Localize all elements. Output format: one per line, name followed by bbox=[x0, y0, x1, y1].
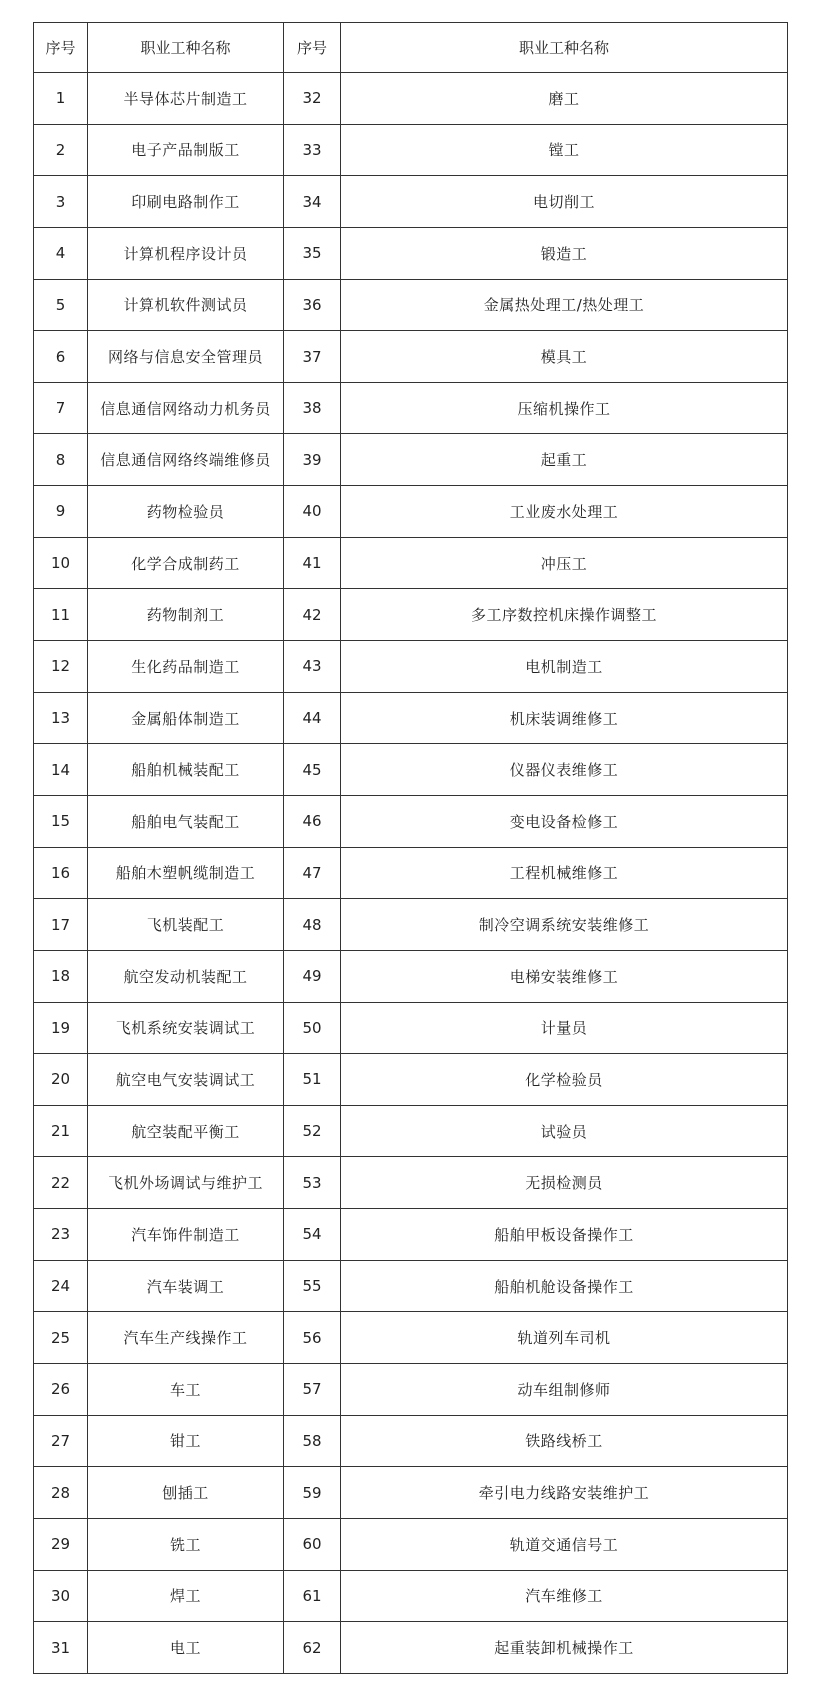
cell-occupation-right: 工程机械维修工 bbox=[341, 847, 788, 899]
cell-occupation-left: 船舶机械装配工 bbox=[88, 744, 284, 796]
table-row bbox=[34, 1364, 788, 1416]
cell-occupation-right: 变电设备检修工 bbox=[341, 795, 788, 847]
cell-occupation-right: 仪器仪表维修工 bbox=[341, 744, 788, 796]
cell-occupation-left: 计算机软件测试员 bbox=[88, 279, 284, 331]
cell-occupation-right: 汽车维修工 bbox=[341, 1570, 788, 1622]
table-row bbox=[34, 486, 788, 538]
cell-occupation-left: 药物制剂工 bbox=[88, 589, 284, 641]
header-occupation-right: 职业工种名称 bbox=[341, 23, 788, 73]
cell-occupation-right: 动车组制修师 bbox=[341, 1364, 788, 1416]
table-row bbox=[34, 1260, 788, 1312]
cell-occupation-right: 锻造工 bbox=[341, 227, 788, 279]
table-body bbox=[34, 73, 788, 1674]
cell-serial-left: 11 bbox=[34, 589, 88, 641]
cell-serial-left: 26 bbox=[34, 1364, 88, 1416]
cell-occupation-left: 半导体芯片制造工 bbox=[88, 73, 284, 125]
cell-serial-right: 34 bbox=[284, 176, 341, 228]
table-row bbox=[34, 1105, 788, 1157]
cell-occupation-left: 飞机系统安装调试工 bbox=[88, 1002, 284, 1054]
cell-occupation-left: 生化药品制造工 bbox=[88, 641, 284, 693]
cell-occupation-left: 化学合成制药工 bbox=[88, 537, 284, 589]
cell-occupation-right: 压缩机操作工 bbox=[341, 382, 788, 434]
cell-serial-right: 33 bbox=[284, 124, 341, 176]
cell-serial-right: 48 bbox=[284, 899, 341, 951]
cell-serial-left: 29 bbox=[34, 1518, 88, 1570]
cell-serial-left: 24 bbox=[34, 1260, 88, 1312]
cell-serial-right: 54 bbox=[284, 1209, 341, 1261]
cell-serial-right: 39 bbox=[284, 434, 341, 486]
cell-occupation-right: 轨道交通信号工 bbox=[341, 1518, 788, 1570]
cell-occupation-right: 多工序数控机床操作调整工 bbox=[341, 589, 788, 641]
table-row bbox=[34, 382, 788, 434]
cell-serial-right: 59 bbox=[284, 1467, 341, 1519]
cell-serial-right: 60 bbox=[284, 1518, 341, 1570]
cell-serial-left: 31 bbox=[34, 1622, 88, 1674]
cell-occupation-right: 工业废水处理工 bbox=[341, 486, 788, 538]
cell-occupation-right: 起重工 bbox=[341, 434, 788, 486]
cell-occupation-left: 航空发动机装配工 bbox=[88, 950, 284, 1002]
cell-occupation-left: 航空装配平衡工 bbox=[88, 1105, 284, 1157]
cell-serial-right: 47 bbox=[284, 847, 341, 899]
cell-occupation-left: 汽车饰件制造工 bbox=[88, 1209, 284, 1261]
cell-serial-left: 16 bbox=[34, 847, 88, 899]
cell-serial-right: 49 bbox=[284, 950, 341, 1002]
cell-occupation-right: 船舶机舱设备操作工 bbox=[341, 1260, 788, 1312]
cell-serial-left: 21 bbox=[34, 1105, 88, 1157]
cell-serial-right: 50 bbox=[284, 1002, 341, 1054]
header-serial-right: 序号 bbox=[284, 23, 341, 73]
cell-occupation-right: 无损检测员 bbox=[341, 1157, 788, 1209]
occupation-table bbox=[33, 22, 788, 1674]
cell-serial-left: 25 bbox=[34, 1312, 88, 1364]
cell-occupation-right: 轨道列车司机 bbox=[341, 1312, 788, 1364]
table-row bbox=[34, 537, 788, 589]
cell-serial-left: 27 bbox=[34, 1415, 88, 1467]
cell-serial-left: 2 bbox=[34, 124, 88, 176]
cell-occupation-left: 船舶电气装配工 bbox=[88, 795, 284, 847]
cell-occupation-left: 信息通信网络终端维修员 bbox=[88, 434, 284, 486]
cell-occupation-right: 制冷空调系统安装维修工 bbox=[341, 899, 788, 951]
cell-occupation-left: 金属船体制造工 bbox=[88, 692, 284, 744]
cell-serial-left: 9 bbox=[34, 486, 88, 538]
cell-serial-left: 17 bbox=[34, 899, 88, 951]
cell-serial-right: 32 bbox=[284, 73, 341, 125]
cell-serial-left: 20 bbox=[34, 1054, 88, 1106]
table-row bbox=[34, 692, 788, 744]
cell-occupation-right: 电切削工 bbox=[341, 176, 788, 228]
cell-serial-right: 44 bbox=[284, 692, 341, 744]
cell-serial-left: 6 bbox=[34, 331, 88, 383]
cell-occupation-right: 化学检验员 bbox=[341, 1054, 788, 1106]
cell-serial-left: 1 bbox=[34, 73, 88, 125]
cell-serial-right: 53 bbox=[284, 1157, 341, 1209]
cell-serial-left: 12 bbox=[34, 641, 88, 693]
table-row bbox=[34, 1054, 788, 1106]
cell-serial-left: 19 bbox=[34, 1002, 88, 1054]
cell-serial-left: 10 bbox=[34, 537, 88, 589]
cell-occupation-left: 汽车生产线操作工 bbox=[88, 1312, 284, 1364]
cell-occupation-right: 金属热处理工/热处理工 bbox=[341, 279, 788, 331]
cell-serial-left: 5 bbox=[34, 279, 88, 331]
header-occupation-left: 职业工种名称 bbox=[88, 23, 284, 73]
cell-serial-right: 46 bbox=[284, 795, 341, 847]
cell-occupation-right: 磨工 bbox=[341, 73, 788, 125]
cell-occupation-right: 电机制造工 bbox=[341, 641, 788, 693]
cell-occupation-left: 钳工 bbox=[88, 1415, 284, 1467]
table-row bbox=[34, 1157, 788, 1209]
table-row bbox=[34, 1002, 788, 1054]
cell-serial-right: 51 bbox=[284, 1054, 341, 1106]
table-row bbox=[34, 847, 788, 899]
table-row bbox=[34, 950, 788, 1002]
cell-serial-right: 42 bbox=[284, 589, 341, 641]
cell-occupation-right: 电梯安装维修工 bbox=[341, 950, 788, 1002]
cell-occupation-left: 飞机装配工 bbox=[88, 899, 284, 951]
cell-occupation-left: 信息通信网络动力机务员 bbox=[88, 382, 284, 434]
table-row bbox=[34, 1467, 788, 1519]
cell-serial-right: 58 bbox=[284, 1415, 341, 1467]
cell-serial-left: 8 bbox=[34, 434, 88, 486]
cell-occupation-right: 牵引电力线路安装维护工 bbox=[341, 1467, 788, 1519]
cell-serial-left: 7 bbox=[34, 382, 88, 434]
cell-occupation-right: 试验员 bbox=[341, 1105, 788, 1157]
cell-serial-right: 62 bbox=[284, 1622, 341, 1674]
cell-serial-right: 37 bbox=[284, 331, 341, 383]
cell-serial-left: 4 bbox=[34, 227, 88, 279]
header-serial-left: 序号 bbox=[34, 23, 88, 73]
table-row bbox=[34, 227, 788, 279]
cell-occupation-left: 计算机程序设计员 bbox=[88, 227, 284, 279]
table-header-row bbox=[34, 23, 788, 73]
table-row bbox=[34, 279, 788, 331]
cell-serial-left: 30 bbox=[34, 1570, 88, 1622]
cell-occupation-right: 计量员 bbox=[341, 1002, 788, 1054]
table-row bbox=[34, 124, 788, 176]
table-row bbox=[34, 589, 788, 641]
cell-occupation-left: 飞机外场调试与维护工 bbox=[88, 1157, 284, 1209]
table-row bbox=[34, 1415, 788, 1467]
table-row bbox=[34, 1209, 788, 1261]
cell-serial-right: 56 bbox=[284, 1312, 341, 1364]
cell-occupation-left: 汽车装调工 bbox=[88, 1260, 284, 1312]
cell-occupation-right: 起重装卸机械操作工 bbox=[341, 1622, 788, 1674]
cell-occupation-left: 铣工 bbox=[88, 1518, 284, 1570]
cell-serial-left: 13 bbox=[34, 692, 88, 744]
table-row bbox=[34, 331, 788, 383]
table-row bbox=[34, 744, 788, 796]
cell-occupation-right: 镗工 bbox=[341, 124, 788, 176]
cell-occupation-left: 焊工 bbox=[88, 1570, 284, 1622]
cell-serial-left: 14 bbox=[34, 744, 88, 796]
cell-occupation-left: 网络与信息安全管理员 bbox=[88, 331, 284, 383]
cell-serial-left: 3 bbox=[34, 176, 88, 228]
cell-serial-right: 61 bbox=[284, 1570, 341, 1622]
cell-occupation-right: 铁路线桥工 bbox=[341, 1415, 788, 1467]
cell-serial-right: 52 bbox=[284, 1105, 341, 1157]
table-row bbox=[34, 1570, 788, 1622]
cell-occupation-left: 电子产品制版工 bbox=[88, 124, 284, 176]
cell-occupation-right: 船舶甲板设备操作工 bbox=[341, 1209, 788, 1261]
cell-serial-right: 41 bbox=[284, 537, 341, 589]
table-row bbox=[34, 899, 788, 951]
cell-serial-left: 23 bbox=[34, 1209, 88, 1261]
table-row bbox=[34, 1518, 788, 1570]
cell-serial-right: 36 bbox=[284, 279, 341, 331]
cell-serial-right: 57 bbox=[284, 1364, 341, 1416]
table-row bbox=[34, 641, 788, 693]
cell-occupation-right: 模具工 bbox=[341, 331, 788, 383]
cell-occupation-right: 机床装调维修工 bbox=[341, 692, 788, 744]
cell-serial-right: 45 bbox=[284, 744, 341, 796]
cell-serial-right: 55 bbox=[284, 1260, 341, 1312]
cell-occupation-left: 船舶木塑帆缆制造工 bbox=[88, 847, 284, 899]
cell-serial-right: 43 bbox=[284, 641, 341, 693]
cell-serial-left: 22 bbox=[34, 1157, 88, 1209]
table-row bbox=[34, 73, 788, 125]
cell-occupation-left: 药物检验员 bbox=[88, 486, 284, 538]
cell-occupation-right: 冲压工 bbox=[341, 537, 788, 589]
cell-occupation-left: 车工 bbox=[88, 1364, 284, 1416]
table-row bbox=[34, 795, 788, 847]
cell-serial-right: 35 bbox=[284, 227, 341, 279]
cell-occupation-left: 电工 bbox=[88, 1622, 284, 1674]
cell-occupation-left: 刨插工 bbox=[88, 1467, 284, 1519]
table-row bbox=[34, 434, 788, 486]
table-row bbox=[34, 1622, 788, 1674]
cell-serial-right: 38 bbox=[284, 382, 341, 434]
cell-occupation-left: 印刷电路制作工 bbox=[88, 176, 284, 228]
cell-occupation-left: 航空电气安装调试工 bbox=[88, 1054, 284, 1106]
cell-serial-left: 28 bbox=[34, 1467, 88, 1519]
cell-serial-right: 40 bbox=[284, 486, 341, 538]
cell-serial-left: 18 bbox=[34, 950, 88, 1002]
table-row bbox=[34, 1312, 788, 1364]
table-row bbox=[34, 176, 788, 228]
cell-serial-left: 15 bbox=[34, 795, 88, 847]
